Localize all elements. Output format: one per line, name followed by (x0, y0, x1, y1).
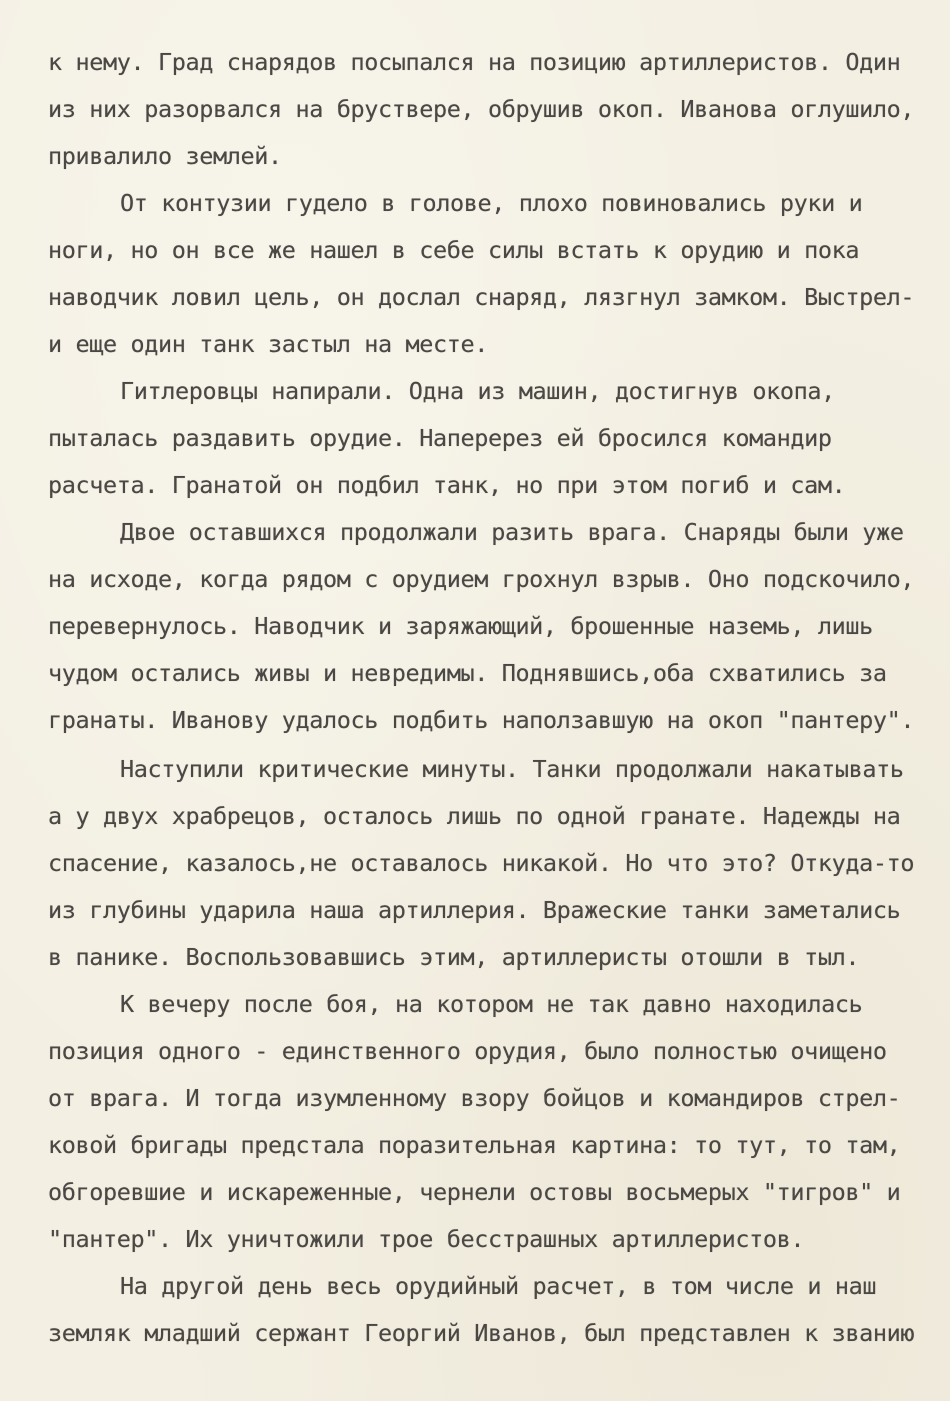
text-line: обгоревшие и искареженные, чернели остовы восьмерых "тигров" и (48, 1178, 901, 1206)
text-line: пыталась раздавить орудие. Наперерез ей бросился командир (48, 424, 832, 452)
text-line: а у двух храбрецов, осталось лишь по одной гранате. Надежды на (48, 802, 901, 830)
text-line: позиция одного - единственного орудия, было полностью очищено (48, 1037, 887, 1065)
text-line: спасение, казалось,не оставалось никакой. Но что это? Откуда-то (48, 849, 915, 877)
text-line: К вечеру после боя, на котором не так давно находилась (120, 990, 863, 1018)
text-line: привалило землей. (48, 142, 282, 170)
text-line: ковой бригады предстала поразительная картина: то тут, то там, (48, 1131, 901, 1159)
text-line: От контузии гудело в голове, плохо повиновались руки и (120, 189, 863, 217)
text-line: из них разорвался на бруствере, обрушив окоп. Иванова оглушило, (48, 95, 915, 123)
text-line: На другой день весь орудийный расчет, в том числе и наш (120, 1272, 877, 1300)
text-line: земляк младший сержант Георгий Иванов, был представлен к званию (48, 1319, 915, 1347)
text-line: к нему. Град снарядов посыпался на позицию артиллеристов. Один (48, 48, 901, 76)
text-line: чудом остались живы и невредимы. Поднявшись,оба схватились за (48, 659, 887, 687)
text-line: из глубины ударила наша артиллерия. Вражеские танки заметались (48, 896, 901, 924)
text-line: расчета. Гранатой он подбил танк, но при этом погиб и сам. (48, 471, 846, 499)
text-line: перевернулось. Наводчик и заряжающий, брошенные наземь, лишь (48, 612, 873, 640)
text-line: Гитлеровцы напирали. Одна из машин, достигнув окопа, (120, 377, 835, 405)
text-line: от врага. И тогда изумленному взору бойцов и командиров стрел- (48, 1084, 901, 1112)
text-line: ноги, но он все же нашел в себе силы встать к орудию и пока (48, 236, 860, 264)
text-line: Двое оставшихся продолжали разить врага. Снаряды были уже (120, 518, 904, 546)
text-line: гранаты. Иванову удалось подбить наползавшую на окоп "пантеру". (48, 706, 915, 734)
text-line: наводчик ловил цель, он дослал снаряд, лязгнул замком. Выстрел- (48, 283, 915, 311)
text-line: на исходе, когда рядом с орудием грохнул взрыв. Оно подскочило, (48, 565, 915, 593)
text-line: "пантер". Их уничтожили трое бесстрашных артиллеристов. (48, 1225, 805, 1253)
text-line: в панике. Воспользовавшись этим, артиллеристы отошли в тыл. (48, 943, 860, 971)
text-line: Наступили критические минуты. Танки продолжали накатывать (120, 755, 904, 783)
text-line: и еще один танк застыл на месте. (48, 330, 488, 358)
